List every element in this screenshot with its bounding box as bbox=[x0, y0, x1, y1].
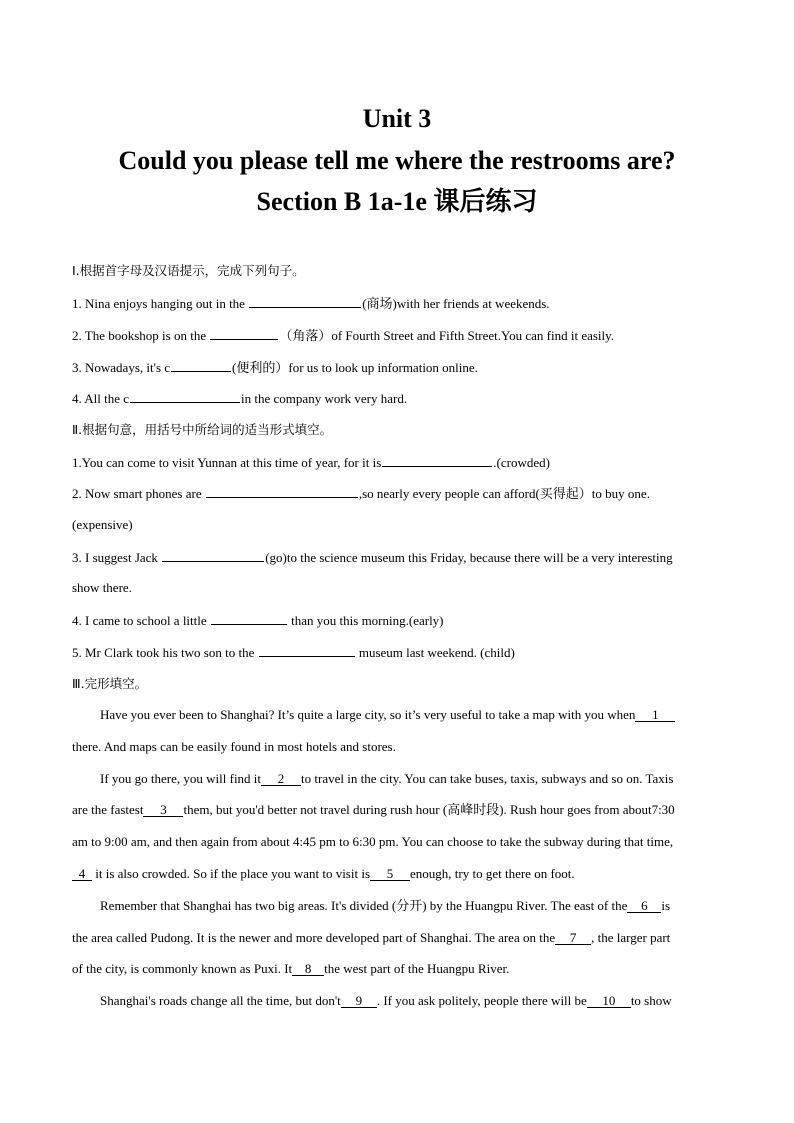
section3-heading: Ⅲ.完形填空。 bbox=[72, 676, 148, 691]
cloze-p3-line1: Remember that Shanghai has two big areas. It's divided (分开) by the Huangpu River. The east of the 6 is bbox=[100, 898, 671, 913]
cloze-blank-3[interactable]: 3 bbox=[143, 803, 183, 817]
s1-item-1: 1. Nina enjoys hanging out in the (商场)with her friends at weekends. bbox=[72, 296, 550, 311]
cloze-blank-10[interactable]: 10 bbox=[587, 994, 631, 1008]
cloze-p2-line4: 4 it is also crowded. So if the place you want to visit is 5 enough, try to get there on foot. bbox=[72, 866, 727, 882]
answer-blank[interactable] bbox=[249, 295, 361, 308]
answer-blank[interactable] bbox=[211, 612, 287, 625]
cloze-blank-7[interactable]: 7 bbox=[555, 931, 591, 945]
cloze-p3-line2: the area called Pudong. It is the newer and more developed part of Shanghai. The area on the 7 , the larger part bbox=[72, 930, 671, 945]
section2-heading: Ⅱ.根据句意，用括号中所给词的适当形式填空。 bbox=[72, 422, 333, 437]
cloze-blank-6[interactable]: 6 bbox=[627, 899, 661, 913]
section-title: Section B 1a-1e 课后练习 bbox=[256, 187, 538, 216]
s1-item-3: 3. Nowadays, it's c (便利的）for us to look up information online. bbox=[72, 360, 478, 375]
answer-blank[interactable] bbox=[259, 644, 355, 657]
s1-item-2: 2. The bookshop is on the （角落）of Fourth Street and Fifth Street.You can find it easily. bbox=[72, 328, 615, 343]
s2-item-5: 5. Mr Clark took his two son to the museum last weekend. (child) bbox=[72, 645, 515, 660]
cloze-blank-8[interactable]: 8 bbox=[292, 962, 324, 976]
cloze-p2-line2: are the fastest 3 them, but you'd better not travel during rush hour (高峰时段). Rush hour goes from about7:30 bbox=[72, 802, 675, 817]
s2-item-3-cont: show there. bbox=[72, 580, 132, 595]
answer-blank[interactable] bbox=[210, 327, 278, 340]
cloze-blank-2[interactable]: 2 bbox=[261, 772, 301, 786]
cloze-blank-1[interactable]: 1 bbox=[635, 708, 675, 722]
s2-item-1: 1.You can come to visit Yunnan at this time of year, for it is .(crowded) bbox=[72, 455, 550, 470]
cloze-p2-line3: am to 9:00 am, and then again from about 4:45 pm to 6:30 pm. You can choose to take the subway during that time, bbox=[72, 834, 674, 849]
cloze-p3-line3: of the city, is commonly known as Puxi. It 8 the west part of the Huangpu River. bbox=[72, 961, 510, 976]
cloze-p1-line1: Have you ever been to Shanghai? It’s quite a large city, so it’s very useful to take a map with you when 1 bbox=[100, 707, 727, 723]
answer-blank[interactable] bbox=[382, 454, 492, 467]
answer-blank[interactable] bbox=[162, 549, 264, 562]
cloze-blank-5[interactable]: 5 bbox=[370, 867, 410, 881]
s2-item-4: 4. I came to school a little than you this morning.(early) bbox=[72, 613, 444, 628]
cloze-blank-4[interactable]: 4 bbox=[72, 867, 92, 881]
answer-blank[interactable] bbox=[171, 359, 231, 372]
lesson-title: Could you please tell me where the restrooms are? bbox=[118, 146, 676, 175]
s2-item-2: 2. Now smart phones are ,so nearly every people can afford(买得起）to buy one. bbox=[72, 486, 650, 501]
s1-item-4: 4. All the c in the company work very hard. bbox=[72, 391, 408, 406]
cloze-p4-line1: Shanghai's roads change all the time, but don't 9 . If you ask politely, people there will be 10 to show bbox=[100, 993, 672, 1008]
s2-item-2-cont: (expensive) bbox=[72, 517, 133, 532]
cloze-p1-line2: there. And maps can be easily found in most hotels and stores. bbox=[72, 739, 396, 754]
cloze-blank-9[interactable]: 9 bbox=[341, 994, 377, 1008]
answer-blank[interactable] bbox=[206, 485, 358, 498]
answer-blank[interactable] bbox=[130, 390, 240, 403]
unit-title: Unit 3 bbox=[362, 104, 432, 133]
s2-item-3: 3. I suggest Jack (go)to the science museum this Friday, because there will be a very interesting bbox=[72, 550, 673, 565]
cloze-p2-line1: If you go there, you will find it 2 to travel in the city. You can take buses, taxis, subways and so on. Taxis bbox=[100, 771, 674, 786]
section1-heading: Ⅰ.根据首字母及汉语提示，完成下列句子。 bbox=[72, 263, 305, 278]
